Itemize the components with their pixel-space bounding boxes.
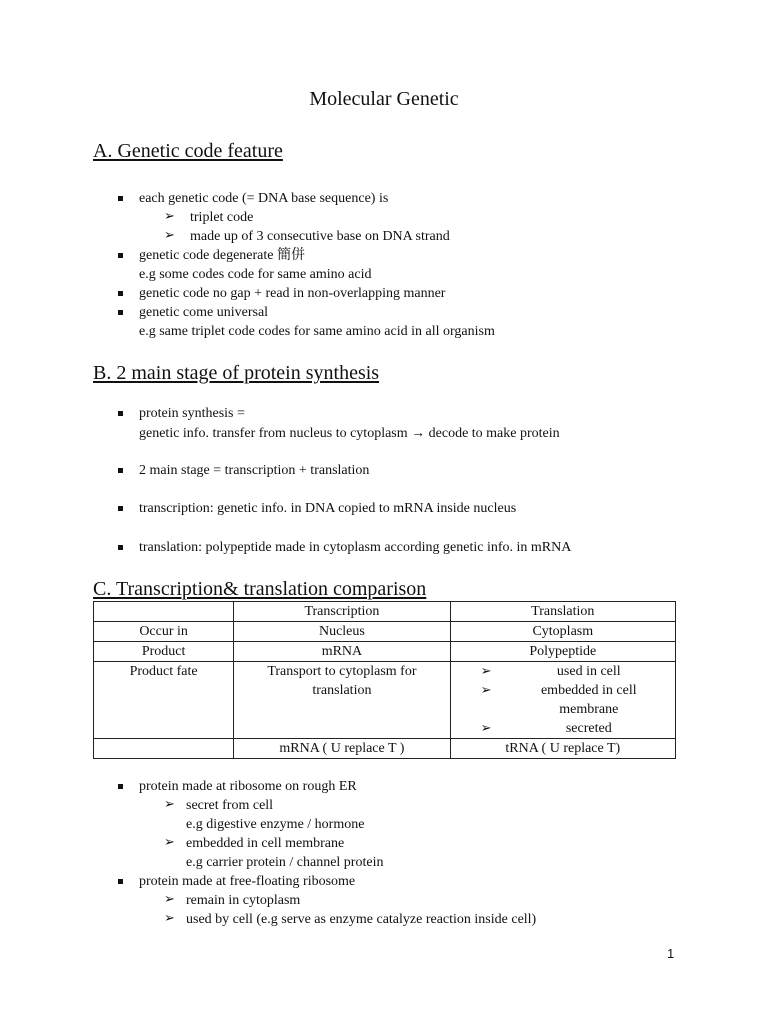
table-cell [234, 662, 450, 739]
table-row-label: Product fate [94, 662, 234, 739]
sub-bullet-text: secret from cell [186, 798, 274, 813]
cell-line: translation [312, 683, 372, 698]
table-row [94, 642, 676, 662]
example-text: e.g carrier protein / channel protein [186, 855, 384, 870]
table-row [94, 622, 676, 642]
table-cell [94, 602, 234, 622]
table-cell: Polypeptide [450, 642, 675, 662]
table-cell: tRNA ( U replace T) [450, 739, 675, 759]
square-bullet-icon [118, 506, 123, 511]
list-item-text: used in cell [556, 664, 621, 679]
arrow-bullet-icon: ➢ [480, 683, 492, 698]
bullet-text: translation: polypeptide made in cytoplasm according genetic info. in mRNA [139, 540, 572, 555]
cell-line: Transport to cytoplasm for [267, 664, 417, 679]
table-cell [450, 662, 675, 739]
square-bullet-icon [118, 545, 123, 550]
square-bullet-icon [118, 879, 123, 884]
list-item-continuation: membrane [559, 702, 619, 717]
bullet-text: genetic code degenerate 簡併 [139, 248, 305, 263]
arrow-bullet-icon: ➢ [164, 797, 175, 812]
arrow-bullet-icon: ➢ [164, 209, 175, 224]
sub-bullet-text: embedded in cell membrane [186, 836, 345, 851]
table-cell: Nucleus [234, 622, 450, 642]
square-bullet-icon [118, 411, 123, 416]
bullet-text: 2 main stage = transcription + translation [139, 463, 370, 478]
arrow-bullet-icon: ➢ [480, 721, 492, 736]
bullet-text: genetic come universal [139, 305, 269, 320]
list-item-text: embedded in cell [540, 683, 637, 698]
table-row [94, 739, 676, 759]
section-a-heading: A. Genetic code feature [93, 140, 283, 162]
sub-bullet-text: remain in cytoplasm [186, 893, 301, 908]
comparison-table [93, 601, 676, 759]
square-bullet-icon [118, 784, 123, 789]
bullet-text: transcription: genetic info. in DNA copied to mRNA inside nucleus [139, 501, 517, 516]
square-bullet-icon [118, 196, 123, 201]
list-item [481, 662, 675, 681]
example-text: e.g digestive enzyme / hormone [186, 817, 365, 832]
bullet-text: protein made at ribosome on rough ER [139, 779, 357, 794]
bullet-text: protein synthesis = [139, 406, 245, 421]
example-text: e.g some codes code for same amino acid [139, 267, 372, 282]
example-text: e.g same triplet code codes for same amino acid in all organism [139, 324, 495, 339]
section-c-heading: C. Transcription& translation comparison [93, 578, 427, 600]
table-header-cell: Transcription [234, 602, 450, 622]
table-header-cell: Translation [450, 602, 675, 622]
table-row-label: Product [94, 642, 234, 662]
table-header-row [94, 602, 676, 622]
arrow-bullet-icon: ➢ [164, 835, 175, 850]
square-bullet-icon [118, 310, 123, 315]
table-cell: mRNA ( U replace T ) [234, 739, 450, 759]
section-b-heading: B. 2 main stage of protein synthesis [93, 362, 380, 384]
arrow-bullet-icon: ➢ [164, 911, 175, 926]
square-bullet-icon [118, 253, 123, 258]
list-item [481, 719, 675, 738]
table-cell: mRNA [234, 642, 450, 662]
table-row-label: Occur in [94, 622, 234, 642]
sub-bullet-text: triplet code [190, 210, 254, 225]
page-title: Molecular Genetic [309, 88, 459, 110]
list-item [481, 681, 675, 700]
sub-bullet-text: made up of 3 consecutive base on DNA strand [190, 229, 450, 244]
square-bullet-icon [118, 291, 123, 296]
arrow-bullet-icon: ➢ [480, 664, 492, 679]
bullet-text: protein made at free-floating ribosome [139, 874, 356, 889]
arrow-bullet-icon: ➢ [164, 228, 175, 243]
square-bullet-icon [118, 468, 123, 473]
bullet-continuation-text: genetic info. transfer from nucleus to cytoplasm → decode to make protein [139, 426, 560, 441]
arrow-bullet-icon: ➢ [164, 892, 175, 907]
bullet-text: genetic code no gap + read in non-overlapping manner [139, 286, 446, 301]
list-item-text: secreted [565, 721, 612, 736]
page-number: 1 [667, 946, 675, 961]
table-row [94, 662, 676, 739]
bullet-text: each genetic code (= DNA base sequence) is [139, 191, 389, 206]
table-cell: Cytoplasm [450, 622, 675, 642]
table-cell [94, 739, 234, 759]
sub-bullet-text: used by cell (e.g serve as enzyme catalyze reaction inside cell) [186, 912, 537, 927]
